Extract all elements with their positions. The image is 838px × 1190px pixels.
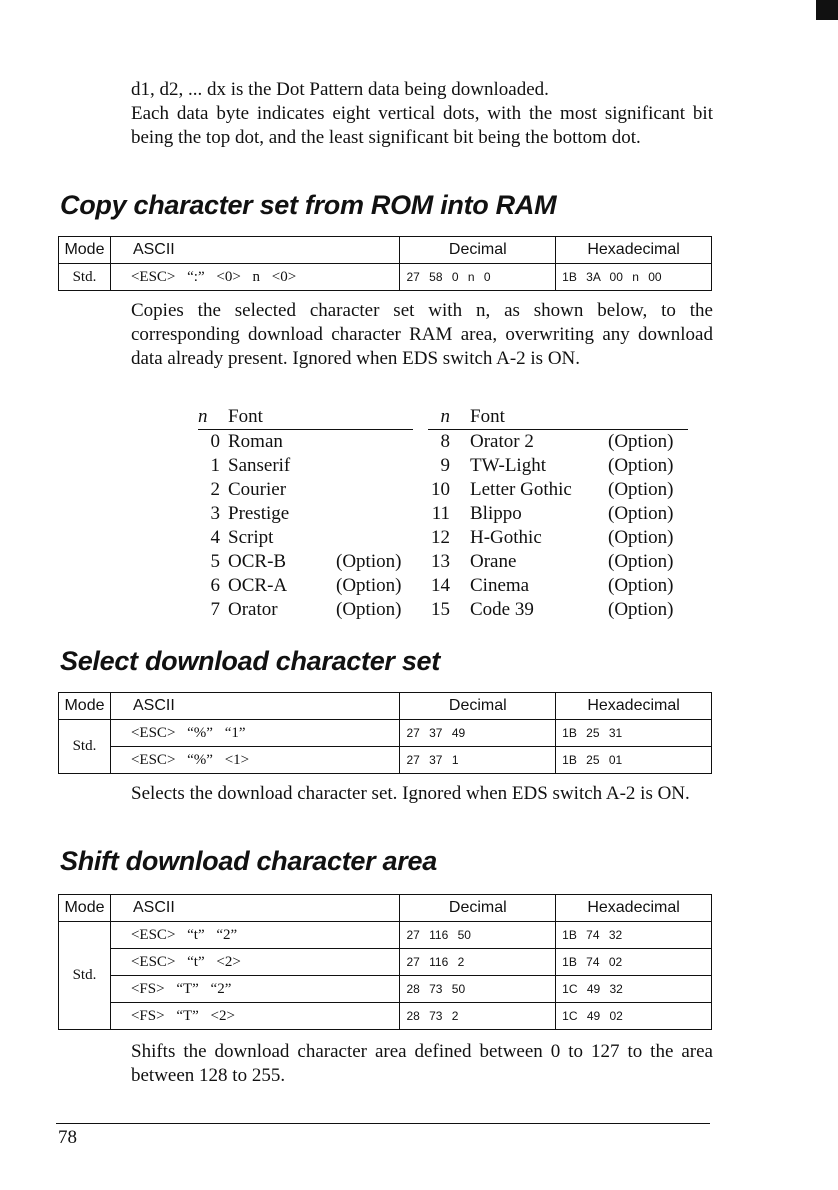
page-number: 78 [58,1127,77,1148]
font-number: 14 [431,575,450,596]
heading-select-download: Select download character set [60,646,440,676]
font-number: 1 [210,455,220,476]
font-number: 10 [431,479,450,500]
row-decimal: 27 37 49 [400,720,556,747]
table-header-row [59,237,712,264]
row-decimal: 27 37 1 [400,747,556,774]
header-decimal: Decimal [400,237,556,264]
font-number: 3 [210,503,220,524]
shift-command-table [58,894,712,1030]
font-name: Cinema [470,575,530,596]
font-option-note: (Option) [336,551,402,572]
font-list-header [198,405,413,430]
font-list-left [198,405,413,622]
font-name: Orator [228,599,278,620]
row-hex: 1B 74 02 [556,949,712,976]
font-name: Orator 2 [470,431,534,452]
list-item [198,598,413,622]
font-number: 9 [440,455,450,476]
list-item [198,478,413,502]
font-number: 12 [431,527,450,548]
select-command-table [58,692,712,774]
list-item [428,526,688,550]
font-list-right [428,405,688,622]
font-name: Blippo [470,503,522,524]
table-header-row [59,693,712,720]
header-mode: Mode [59,237,111,264]
intro-line-1: d1, d2, ... dx is the Dot Pattern data being downloaded. [131,79,549,100]
font-name: Script [228,527,274,548]
heading-copy-charset: Copy character set from ROM into RAM [60,190,557,220]
table-header-row [59,895,712,922]
row-mode: Std. [59,922,111,1030]
header-n: n [440,406,450,427]
font-option-note: (Option) [608,479,674,500]
intro-paragraph [131,78,713,150]
row-decimal: 27 116 50 [400,922,556,949]
list-item [198,574,413,598]
row-hex: 1B 25 01 [556,747,712,774]
font-option-note: (Option) [608,575,674,596]
row-decimal: 28 73 2 [400,1003,556,1030]
select-description: Selects the download character set. Ignored when EDS switch A-2 is ON. [131,783,690,804]
font-option-note: (Option) [608,527,674,548]
font-name: Sanserif [228,455,291,476]
font-list-header [428,405,688,430]
shift-description: Shifts the download character area defined between 0 to 127 to the area between 128 to 255. [131,1041,713,1086]
font-option-note: (Option) [608,431,674,452]
font-number: 7 [210,599,220,620]
table-row [59,976,712,1003]
font-number: 13 [431,551,450,572]
list-item [198,430,413,454]
list-item [428,430,688,454]
list-item [198,550,413,574]
row-decimal: 28 73 50 [400,976,556,1003]
copy-description: Copies the selected character set with n, as shown below, to the corresponding download character RAM area, overwriting any download data already present. Ignored when EDS switch A-2 is ON. [131,300,713,369]
row-ascii: <ESC> “%” <1> [110,747,399,774]
header-hex: Hexadecimal [556,895,712,922]
list-item [428,478,688,502]
list-item [428,550,688,574]
list-item [428,598,688,622]
table-row [59,1003,712,1030]
list-item [198,454,413,478]
row-decimal: 27 58 0 n 0 [400,264,556,291]
font-name: Orane [470,551,517,572]
row-hex: 1C 49 02 [556,1003,712,1030]
row-hex: 1C 49 32 [556,976,712,1003]
font-number: 2 [210,479,220,500]
header-ascii: ASCII [110,895,399,922]
header-decimal: Decimal [400,895,556,922]
font-option-note: (Option) [336,575,402,596]
font-number: 8 [440,431,450,452]
header-ascii: ASCII [110,237,400,264]
font-number: 6 [210,575,220,596]
font-option-note: (Option) [608,455,674,476]
row-hex: 1B 3A 00 n 00 [556,264,712,291]
font-number: 5 [210,551,220,572]
font-name: Courier [228,479,287,500]
copy-command-table [58,236,712,291]
font-number: 15 [431,599,450,620]
row-ascii: <ESC> “t” <2> [110,949,399,976]
header-hex: Hexadecimal [556,237,712,264]
font-name: TW-Light [470,455,546,476]
list-item [198,526,413,550]
font-name: H-Gothic [470,527,542,548]
font-option-note: (Option) [336,599,402,620]
font-option-note: (Option) [608,503,674,524]
font-number: 4 [210,527,220,548]
header-n: n [198,406,208,427]
font-name: Code 39 [470,599,534,620]
font-name: Prestige [228,503,290,524]
font-option-note: (Option) [608,599,674,620]
header-ascii: ASCII [110,693,399,720]
row-hex: 1B 25 31 [556,720,712,747]
table-row [59,747,712,774]
row-hex: 1B 74 32 [556,922,712,949]
header-mode: Mode [59,895,111,922]
font-name: OCR-A [228,575,288,596]
list-item [428,454,688,478]
row-ascii: <ESC> “t” “2” [110,922,399,949]
row-ascii: <FS> “T” <2> [110,1003,399,1030]
footer-rule [56,1123,710,1124]
font-number: 0 [210,431,220,452]
list-item [428,502,688,526]
header-mode: Mode [59,693,111,720]
header-hex: Hexadecimal [556,693,712,720]
row-ascii: <FS> “T” “2” [110,976,399,1003]
table-row [59,949,712,976]
font-number: 11 [431,503,450,524]
heading-shift-download: Shift download character area [60,846,437,876]
row-decimal: 27 116 2 [400,949,556,976]
intro-line-2: Each data byte indicates eight vertical dots, with the most significant bit being the top dot, and the least significant bit being the bottom dot. [131,103,713,148]
corner-registration-mark [816,0,838,20]
header-font: Font [470,406,505,427]
row-ascii: <ESC> “:” <0> n <0> [110,264,400,291]
row-mode: Std. [59,264,111,291]
row-mode: Std. [59,720,111,774]
font-name: OCR-B [228,551,287,572]
header-font: Font [228,406,263,427]
row-ascii: <ESC> “%” “1” [110,720,399,747]
font-name: Letter Gothic [470,479,572,500]
list-item [198,502,413,526]
table-row [59,720,712,747]
font-option-note: (Option) [608,551,674,572]
table-row [59,264,712,291]
table-row [59,922,712,949]
list-item [428,574,688,598]
header-decimal: Decimal [400,693,556,720]
font-name: Roman [228,431,283,452]
